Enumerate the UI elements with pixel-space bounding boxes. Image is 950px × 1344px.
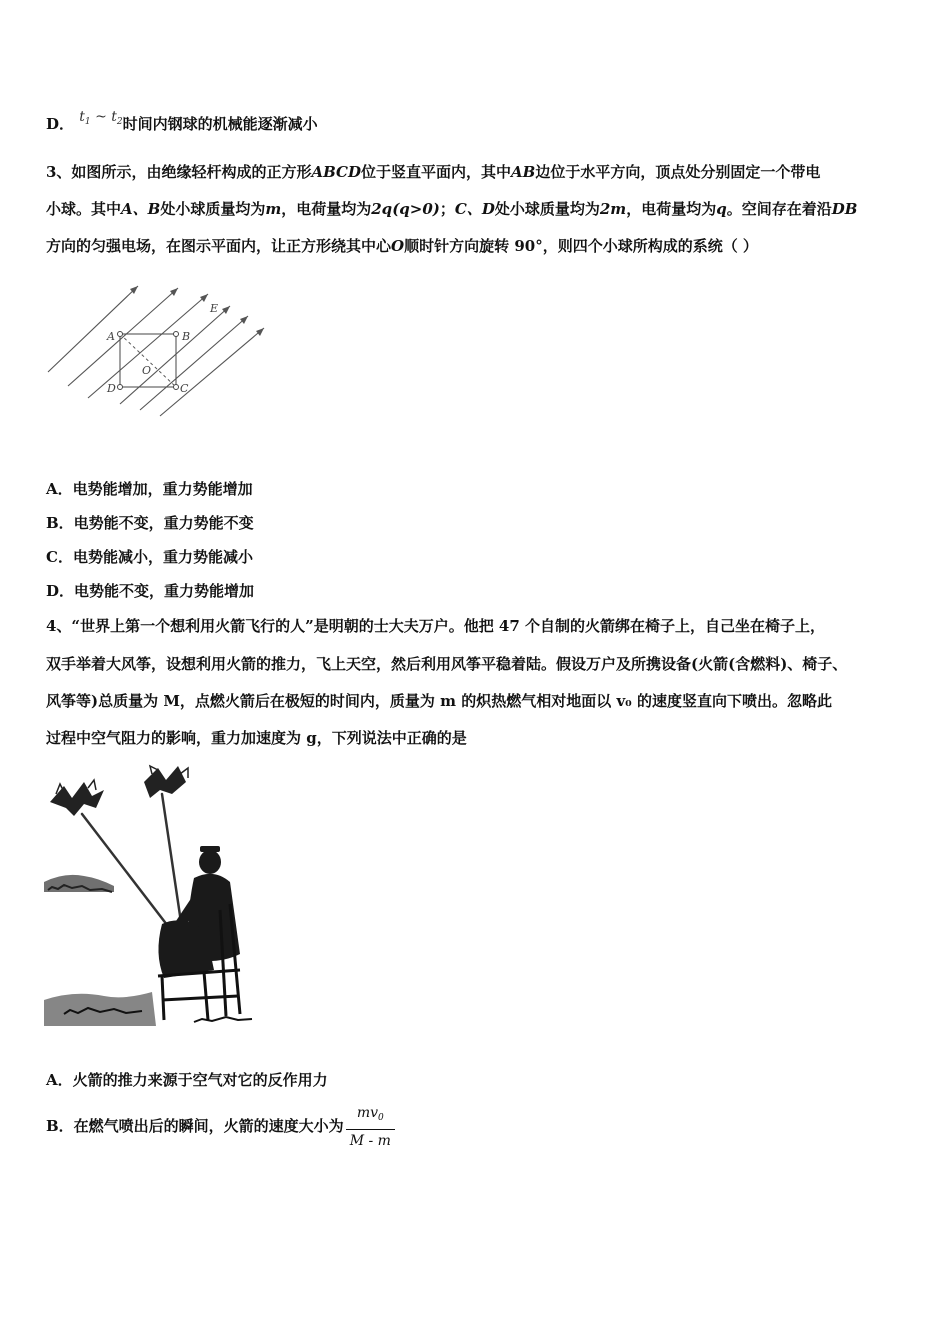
q3-option-d: D．电势能不变，重力势能增加 (46, 582, 255, 600)
label-d: D (107, 382, 116, 395)
q3-option-b: B．电势能不变，重力势能不变 (46, 514, 254, 532)
arrowhead-icon (256, 328, 264, 336)
q2-option-d (46, 109, 318, 140)
label-c: C (180, 382, 189, 395)
option-text: B．在燃气喷出后的瞬间，火箭的速度大小为 (46, 1117, 344, 1135)
text: 处小球质量均为 (494, 200, 600, 218)
kite-right (144, 766, 188, 798)
field-arrowheads (130, 286, 264, 336)
text: 顺时针方向旋转 90°，则四个小球所构成的系统（ ） (404, 237, 758, 255)
numerator-text: mv (356, 1105, 379, 1121)
t1-subscript: 1 (84, 117, 91, 127)
text: 小球。其中 (46, 200, 122, 218)
q4-option-b (46, 1104, 395, 1150)
numerator-subscript: 0 (378, 1113, 384, 1123)
label-b: B (182, 330, 191, 343)
ball-a (118, 332, 123, 337)
q4-stem-line-2: 双手举着大风筝，设想利用火箭的推力，飞上天空，然后利用风筝平稳着陆。假设万户及所携设备(火箭(含燃料)、椅子、 (46, 655, 848, 673)
2m-symbol: 2m (599, 200, 627, 218)
ab-symbol: A、B (121, 200, 161, 218)
hills (44, 875, 114, 892)
arrowhead-icon (240, 316, 248, 324)
o-symbol: O (391, 237, 405, 255)
text: ； (439, 200, 455, 218)
tilde: ~ (90, 109, 112, 125)
2q-symbol: 2q (371, 200, 393, 218)
m-symbol: m (265, 200, 282, 218)
q3-stem-line-1 (46, 162, 820, 182)
text: 位于竖直平面内，其中 (361, 163, 512, 181)
field-line (88, 294, 208, 398)
ball-d (118, 385, 123, 390)
text: 边位于水平方向，顶点处分别固定一个带电 (535, 163, 821, 181)
text: 。空间存在着沿 (726, 200, 832, 218)
q4-option-a: A．火箭的推力来源于空气对它的反作用力 (46, 1071, 328, 1089)
arrowhead-icon (222, 306, 230, 314)
cd-symbol: C、D (454, 200, 495, 218)
q4-stem-line-4: 过程中空气阻力的影响，重力加速度为 g，下列说法中正确的是 (46, 729, 467, 747)
text: 3、如图所示，由绝缘轻杆构成的正方形 (46, 163, 312, 181)
label-o: O (142, 364, 152, 377)
abcd-symbol: ABCD (311, 163, 361, 181)
kite-strings (82, 794, 182, 934)
t2-symbol: t (111, 109, 117, 125)
text: 方向的匀强电场，在图示平面内，让正方形绕其中心 (46, 237, 392, 255)
fraction-numerator (346, 1104, 395, 1130)
label-a: A (107, 330, 115, 343)
kite-left (50, 780, 104, 816)
wanhu-figure (158, 846, 240, 978)
q-symbol: q (716, 200, 727, 218)
t1-symbol: t (79, 109, 85, 125)
option-label: D． (46, 115, 75, 133)
label-e: E (210, 302, 219, 315)
ab-symbol: AB (511, 163, 536, 181)
field-lines (48, 286, 264, 416)
wanhu-illustration (44, 764, 256, 1034)
q4-stem-line-1: 4、“世界上第一个想利用火箭飞行的人”是明朝的士大夫万户。他把 47 个自制的火箭绑在椅子上，自己坐在椅子上， (46, 617, 826, 635)
field-line (48, 286, 138, 372)
q3-option-a: A．电势能增加，重力势能增加 (46, 480, 253, 498)
q-condition: (q>0) (392, 200, 440, 218)
option-text: 时间内钢球的机械能逐渐减小 (122, 115, 318, 133)
db-symbol: DB (831, 200, 858, 218)
fraction-denominator: M - m (349, 1133, 391, 1149)
time-range (79, 109, 122, 125)
text: ，电荷量均为 (281, 200, 372, 218)
text: ，电荷量均为 (626, 200, 717, 218)
ball-b (174, 332, 179, 337)
text: 处小球质量均为 (160, 200, 266, 218)
t2-subscript: 2 (116, 117, 123, 127)
field-line (140, 316, 248, 410)
q3-field-diagram (40, 270, 280, 420)
ball-c (174, 385, 179, 390)
q3-stem-line-3 (46, 236, 758, 256)
q3-stem-line-2 (46, 199, 857, 219)
fraction-mv0-over-m (346, 1104, 395, 1150)
q3-option-c: C．电势能减小，重力势能减小 (46, 548, 253, 566)
q4-stem-line-3: 风筝等)总质量为 M，点燃火箭后在极短的时间内，质量为 m 的炽热燃气相对地面以 v₀ 的速度竖直向下喷出。忽略此 (46, 692, 832, 710)
arrowhead-icon (200, 294, 208, 302)
arrowhead-icon (170, 288, 178, 296)
